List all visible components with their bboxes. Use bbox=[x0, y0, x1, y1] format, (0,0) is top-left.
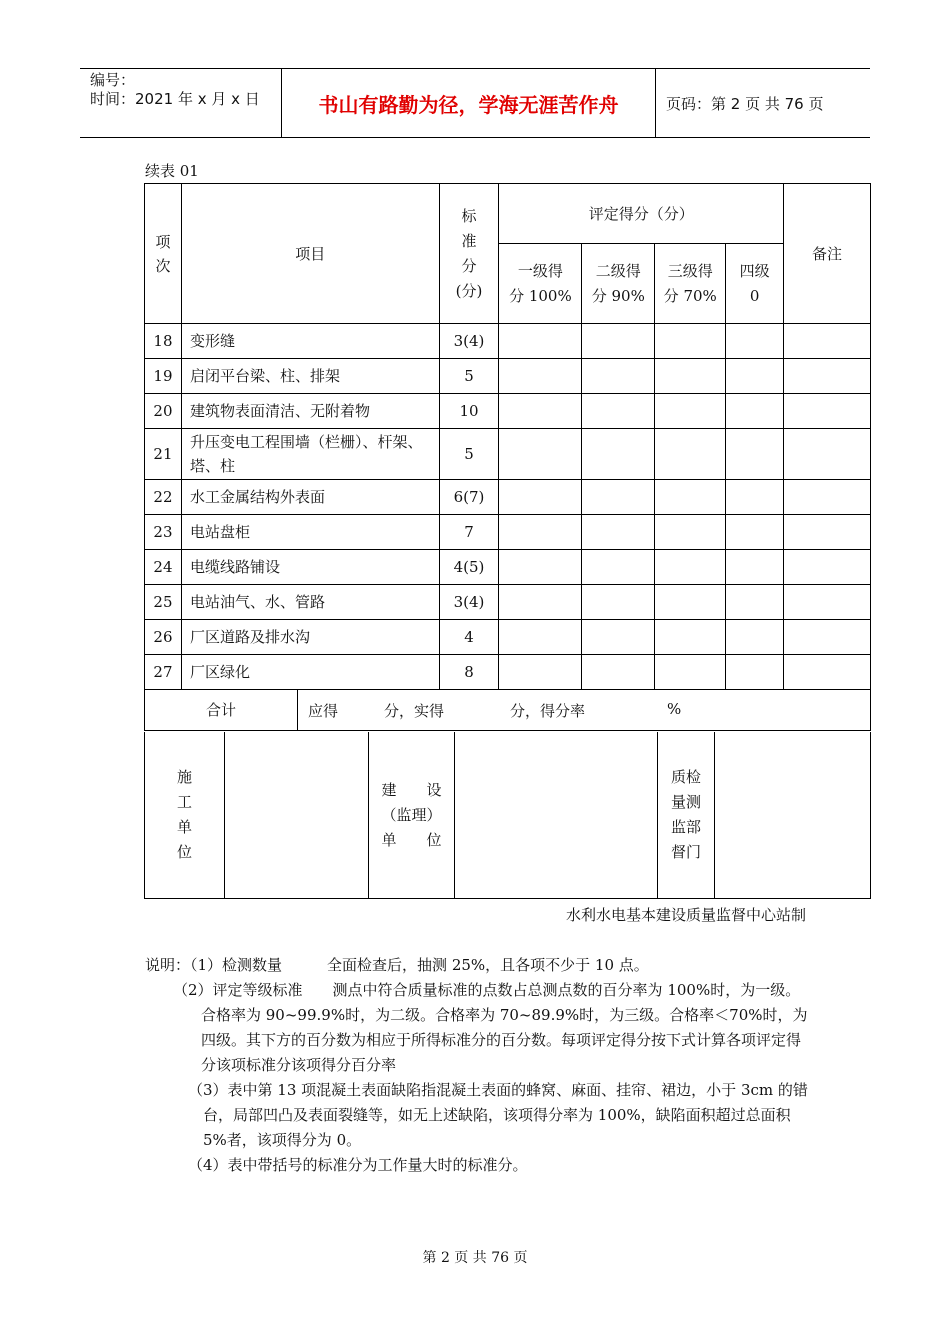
cell-remark[interactable] bbox=[784, 359, 871, 394]
header-standard: 标 准 分 (分) bbox=[439, 184, 499, 324]
cell-remark[interactable] bbox=[784, 655, 871, 690]
header-score: 评定得分（分） bbox=[499, 184, 784, 244]
row-standard: 10 bbox=[439, 394, 499, 429]
row-index: 18 bbox=[145, 324, 182, 359]
row-item: 电站盘柜 bbox=[181, 515, 439, 550]
cell-remark[interactable] bbox=[784, 585, 871, 620]
note-2: （2）评定等级标准 测点中符合质量标准的点数占总测点数的百分率为 100%时，为一级。合格率为 90~99.9%时，为二级。合格率为 70~89.9%时，为三级。合格率＜70%时，为四级。其下方的百分数为相应于所得标准分的百分数。每项评定得分按下式计算各项评定得分该项标准分该项得分百分率 bbox=[173, 981, 808, 1074]
header-level2: 二级得 分 90% bbox=[582, 244, 655, 324]
cell-remark[interactable] bbox=[784, 324, 871, 359]
table-row bbox=[145, 620, 871, 655]
row-standard: 4 bbox=[439, 620, 499, 655]
cell-level4[interactable] bbox=[726, 515, 784, 550]
row-standard: 7 bbox=[439, 515, 499, 550]
page-footer: 第 2 页 共 76 页 bbox=[422, 1250, 528, 1266]
score-table bbox=[144, 183, 871, 731]
row-index: 26 bbox=[145, 620, 182, 655]
cell-level2[interactable] bbox=[582, 480, 655, 515]
row-index: 19 bbox=[145, 359, 182, 394]
cell-level3[interactable] bbox=[655, 394, 726, 429]
row-item: 电站油气、水、管路 bbox=[181, 585, 439, 620]
header-level1: 一级得 分 100% bbox=[499, 244, 582, 324]
cell-level3[interactable] bbox=[655, 585, 726, 620]
row-index: 20 bbox=[145, 394, 182, 429]
row-index: 25 bbox=[145, 585, 182, 620]
row-standard: 5 bbox=[439, 429, 499, 480]
cell-level2[interactable] bbox=[582, 550, 655, 585]
signature-block bbox=[144, 732, 871, 899]
row-item: 启闭平台梁、柱、排架 bbox=[181, 359, 439, 394]
construction-unit-field[interactable] bbox=[225, 732, 369, 898]
cell-level1[interactable] bbox=[499, 550, 582, 585]
cell-level4[interactable] bbox=[726, 620, 784, 655]
header-remark: 备注 bbox=[784, 184, 871, 324]
total-part-1: 应得 bbox=[308, 701, 339, 720]
cell-level4[interactable] bbox=[726, 429, 784, 480]
table-row bbox=[145, 429, 871, 480]
table-row bbox=[145, 515, 871, 550]
row-index: 24 bbox=[145, 550, 182, 585]
cell-level3[interactable] bbox=[655, 359, 726, 394]
maker-note: 水利水电基本建设质量监督中心站制 bbox=[565, 906, 806, 924]
supervisor-unit-field[interactable] bbox=[455, 732, 658, 898]
total-part-3: 分，得分率 bbox=[510, 701, 586, 720]
header-index: 项 次 bbox=[145, 184, 182, 324]
table-row bbox=[145, 550, 871, 585]
row-index: 22 bbox=[145, 480, 182, 515]
row-item: 建筑物表面清洁、无附着物 bbox=[181, 394, 439, 429]
cell-level4[interactable] bbox=[726, 394, 784, 429]
cell-level2[interactable] bbox=[582, 324, 655, 359]
cell-level4[interactable] bbox=[726, 359, 784, 394]
cell-level3[interactable] bbox=[655, 550, 726, 585]
header-meta bbox=[80, 69, 282, 137]
row-standard: 3(4) bbox=[439, 585, 499, 620]
table-row bbox=[145, 359, 871, 394]
note-1: 说明：（1）检测数量 全面检查后，抽测 25%，且各项不少于 10 点。 bbox=[145, 956, 649, 974]
cell-level4[interactable] bbox=[726, 585, 784, 620]
note-3: （3）表中第 13 项混凝土表面缺陷指混凝土表面的蜂窝、麻面、挂帘、裙边，小于 3cm 的错台，局部凹凸及表面裂缝等，如无上述缺陷，该项得分率为 100%，缺陷面积超过总面积 5%者，该项得分为 0。 bbox=[188, 1081, 808, 1149]
cell-level4[interactable] bbox=[726, 550, 784, 585]
cell-level1[interactable] bbox=[499, 620, 582, 655]
cell-level3[interactable] bbox=[655, 429, 726, 480]
motto: 书山有路勤为径，学海无涯苦作舟 bbox=[282, 69, 656, 137]
row-index: 21 bbox=[145, 429, 182, 480]
cell-level4[interactable] bbox=[726, 480, 784, 515]
cell-level1[interactable] bbox=[499, 515, 582, 550]
cell-level3[interactable] bbox=[655, 324, 726, 359]
row-index: 27 bbox=[145, 655, 182, 690]
row-item: 厂区道路及排水沟 bbox=[181, 620, 439, 655]
cell-level3[interactable] bbox=[655, 620, 726, 655]
cell-level1[interactable] bbox=[499, 324, 582, 359]
cell-level1[interactable] bbox=[499, 429, 582, 480]
cell-level2[interactable] bbox=[582, 620, 655, 655]
quality-dept-label: 质检 量测 监部 督门 bbox=[658, 732, 715, 898]
row-item: 水工金属结构外表面 bbox=[181, 480, 439, 515]
row-standard: 6(7) bbox=[439, 480, 499, 515]
time-label: 时间：2021 年 x 月 x 日 bbox=[90, 90, 260, 108]
row-standard: 3(4) bbox=[439, 324, 499, 359]
cell-remark[interactable] bbox=[784, 394, 871, 429]
total-row bbox=[145, 690, 871, 731]
cell-level2[interactable] bbox=[582, 585, 655, 620]
header-level3: 三级得 分 70% bbox=[655, 244, 726, 324]
total-formula bbox=[298, 700, 681, 721]
cell-remark[interactable] bbox=[784, 515, 871, 550]
supervisor-unit-label: 建 设 （监理） 单 位 bbox=[369, 732, 455, 898]
table-row bbox=[145, 480, 871, 515]
cell-remark[interactable] bbox=[784, 550, 871, 585]
cell-level3[interactable] bbox=[655, 655, 726, 690]
row-standard: 4(5) bbox=[439, 550, 499, 585]
cell-level1[interactable] bbox=[499, 359, 582, 394]
notes-section bbox=[145, 953, 810, 1178]
cell-remark[interactable] bbox=[784, 429, 871, 480]
cell-level1[interactable] bbox=[499, 655, 582, 690]
cell-level2[interactable] bbox=[582, 515, 655, 550]
cell-level2[interactable] bbox=[582, 655, 655, 690]
total-part-4: % bbox=[667, 699, 682, 718]
row-item: 变形缝 bbox=[181, 324, 439, 359]
note-4: （4）表中带括号的标准分为工作量大时的标准分。 bbox=[188, 1156, 528, 1174]
quality-dept-field[interactable] bbox=[715, 732, 870, 898]
cell-level4[interactable] bbox=[726, 655, 784, 690]
cell-level3[interactable] bbox=[655, 515, 726, 550]
cell-level2[interactable] bbox=[582, 394, 655, 429]
table-caption: 续表 01 bbox=[145, 162, 199, 180]
row-standard: 8 bbox=[439, 655, 499, 690]
cell-remark[interactable] bbox=[784, 620, 871, 655]
row-index: 23 bbox=[145, 515, 182, 550]
table-row bbox=[145, 655, 871, 690]
row-item: 厂区绿化 bbox=[181, 655, 439, 690]
cell-level1[interactable] bbox=[499, 480, 582, 515]
header-item: 项目 bbox=[181, 184, 439, 324]
table-row bbox=[145, 324, 871, 359]
page-header bbox=[80, 68, 870, 138]
cell-level1[interactable] bbox=[499, 394, 582, 429]
row-item: 电缆线路铺设 bbox=[181, 550, 439, 585]
cell-level2[interactable] bbox=[582, 429, 655, 480]
construction-unit-label: 施 工 单 位 bbox=[145, 732, 225, 898]
cell-level4[interactable] bbox=[726, 324, 784, 359]
number-label: 编号： bbox=[90, 71, 136, 89]
cell-level2[interactable] bbox=[582, 359, 655, 394]
cell-level1[interactable] bbox=[499, 585, 582, 620]
total-label: 合计 bbox=[145, 690, 298, 730]
total-part-2: 分，实得 bbox=[384, 701, 445, 720]
header-level4: 四级 0 bbox=[726, 244, 784, 324]
cell-level3[interactable] bbox=[655, 480, 726, 515]
cell-remark[interactable] bbox=[784, 480, 871, 515]
row-standard: 5 bbox=[439, 359, 499, 394]
table-row bbox=[145, 394, 871, 429]
page-label: 页码：第 2 页 共 76 页 bbox=[666, 94, 824, 113]
table-row bbox=[145, 585, 871, 620]
row-item: 升压变电工程围墙（栏栅）、杆架、塔、柱 bbox=[181, 429, 439, 480]
